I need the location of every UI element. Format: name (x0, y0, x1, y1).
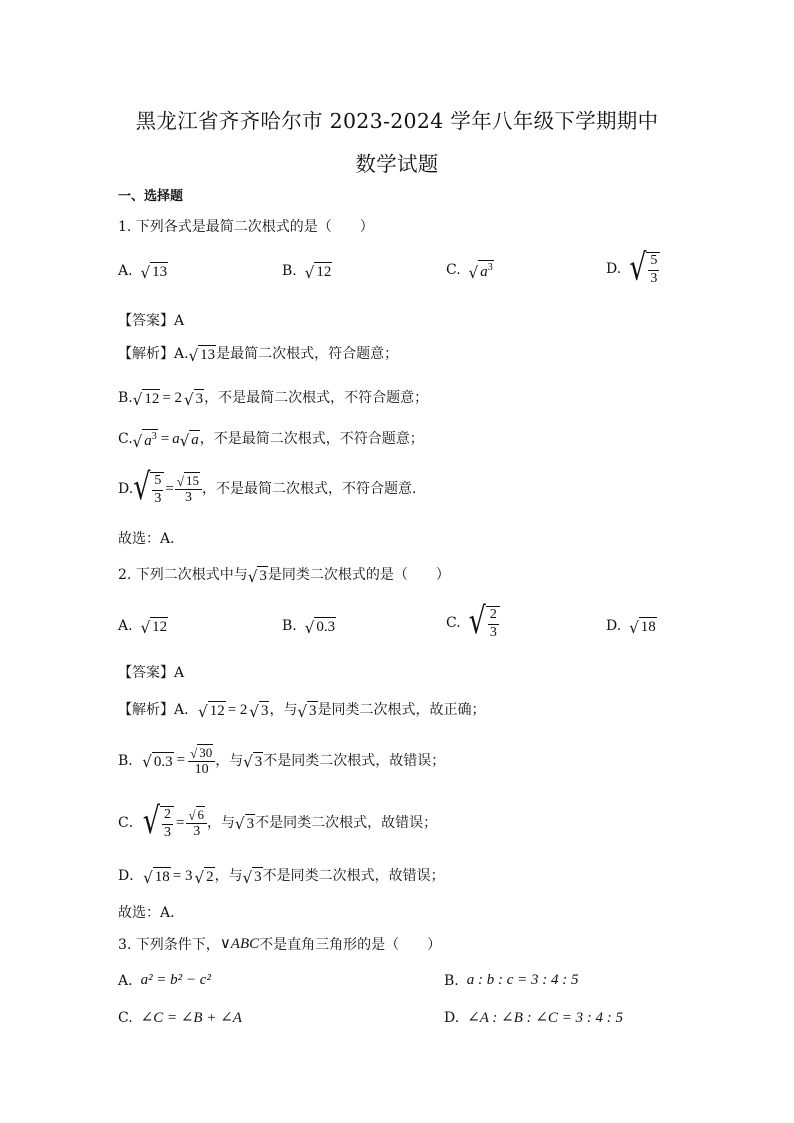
option-formula: a² = b² − c² (140, 972, 211, 988)
q2-stem: 2. 下列二次根式中与 √ 3 是同类二次根式的是（ ） (118, 567, 450, 586)
q2-option-d (606, 617, 657, 636)
option-label: C. (446, 615, 461, 632)
document-subtitle: 数学试题 (355, 152, 439, 176)
q2-analysis-a: 【解析】A． √ 12 = 2 √ 3 ，与 √ 3 是同类二次根式，故正确； (118, 701, 486, 721)
sqrt: √ 12 (198, 702, 225, 721)
option-label: B. (282, 263, 297, 280)
option-label: A. (118, 972, 133, 989)
sqrt: √ $a^3$ (132, 431, 157, 451)
sqrt: √ 3 (249, 702, 269, 721)
q2-choose: 故选：A． (118, 905, 185, 921)
q3-option-c (118, 1008, 242, 1027)
q2-option-c (446, 601, 500, 644)
sqrt: √ 13 (140, 263, 168, 282)
sqrt: √ $\frac{2}{3}$ (469, 606, 500, 640)
sqrt: √ $\frac{5}{3}$ (629, 252, 660, 286)
sqrt: √ 3 (242, 868, 262, 887)
q1-analysis-c: C. √ $a^3$ = a √ a ，不是最简二次根式，不符合题意； (118, 430, 424, 451)
q1-stem: 1. 下列各式是最简二次根式的是（ ） (118, 219, 374, 235)
option-label: D. (444, 1009, 460, 1026)
sqrt: √ $\frac{2}{3}$ (143, 806, 174, 840)
sqrt: √ 12 (304, 263, 332, 282)
option-label: C. (446, 262, 461, 279)
sqrt: √ a (179, 431, 199, 450)
q2-analysis-d: D． √ 18 = 3 √ 2 ，与 √ 3 不是同类二次根式，故错误； (118, 867, 445, 887)
sqrt: √ 12 (140, 618, 168, 637)
sqrt: √ 18 (143, 868, 170, 887)
sqrt: √ 6 (188, 807, 205, 824)
q2-answer: 【答案】A (118, 665, 185, 681)
option-formula: a : b : c = 3 : 4 : 5 (466, 972, 579, 988)
q2-option-a (118, 617, 168, 636)
sqrt: √ 3 (243, 752, 263, 772)
sqrt: √ $a^3$ (468, 262, 493, 282)
q1-analysis-d: D. √ $\frac{5}{3}$ = √ 15 3 ，不是最简二次根式，不符合题意． (118, 467, 427, 510)
option-formula: ∠A : ∠B : ∠C = 3 : 4 : 5 (467, 1010, 624, 1026)
sqrt: √ 12 (132, 390, 160, 409)
section-heading: 一、选择题 (118, 189, 184, 204)
q1-answer: 【答案】A (118, 313, 185, 329)
sqrt: √ 13 (188, 346, 216, 365)
q1-analysis-a: 【解析】A. √ 13 是最简二次根式，符合题意； (118, 346, 399, 365)
q2-option-b (282, 617, 336, 636)
option-label: B. (282, 618, 297, 635)
q3-option-d (444, 1008, 623, 1027)
q3-option-b (444, 972, 579, 989)
option-formula: ∠C = ∠B + ∠A (140, 1010, 242, 1026)
q3-stem: 3. 下列条件下， ∨ABC 不是直角三角形的是（ ） (118, 936, 442, 953)
sqrt: √ $\frac{5}{3}$ (133, 472, 164, 506)
sqrt: √ 3 (247, 567, 267, 586)
q1-option-d (606, 247, 660, 290)
option-label: D. (606, 618, 622, 635)
option-label: D. (606, 261, 622, 278)
triangle-symbol: ∨ABC (219, 936, 260, 952)
q1-choose: 故选：A． (118, 531, 185, 547)
q1-option-c (446, 260, 494, 281)
sqrt: √ 30 (190, 745, 213, 762)
option-label: B. (444, 972, 459, 989)
sqrt: √ 15 (176, 473, 200, 490)
q3-option-a (118, 972, 211, 989)
option-label: C. (118, 1009, 133, 1026)
option-label: A. (118, 263, 133, 280)
sqrt: √ 3 (235, 814, 255, 834)
sqrt: √ 0.3 (142, 752, 173, 772)
q1-option-b (282, 262, 332, 281)
sqrt: √ 18 (629, 618, 656, 637)
q1-option-a (118, 262, 168, 281)
q2-analysis-b: B． √ 0.3 = √ 30 10 ，与 √ 3 不是同类二次根式，故错误； (118, 745, 446, 778)
option-label: A. (118, 618, 133, 635)
sqrt: √ 3 (297, 702, 317, 721)
document-title: 黑龙江省齐齐哈尔市 2023-2024 学年八年级下学期期中 (135, 109, 659, 133)
sqrt: √ 2 (194, 868, 214, 887)
q1-analysis-b: B. √ 12 = 2 √ 3 ，不是最简二次根式，不符合题意； (118, 389, 429, 409)
sqrt: √ 0.3 (304, 618, 336, 637)
sqrt: √ 3 (184, 390, 204, 409)
q2-analysis-c: C． √ $\frac{2}{3}$ = √ 6 3 ，与 √ 3 不是同类二次根式，故错误； (118, 801, 438, 844)
